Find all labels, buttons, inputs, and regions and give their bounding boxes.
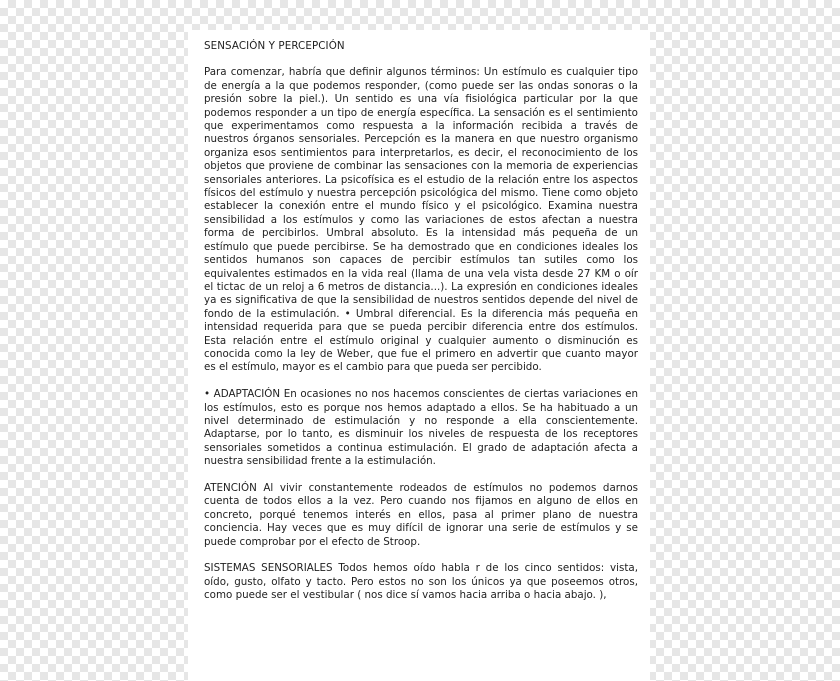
paragraph-sistemas-sensoriales: SISTEMAS SENSORIALES Todos hemos oído habla r de los cinco sentidos: vista, oído, gusto, olfato y tacto. Pero estos no son los únicos ya que poseemos otros, como puede ser el vestibular ( nos dice sí vamos hacia arriba o hacia abajo. ), (204, 562, 638, 602)
paragraph-sensacion-percepcion: Para comenzar, habría que definir algunos términos: Un estímulo es cualquier tipo de energía a la que podemos responder, (como puede ser las ondas sonoras o la presión sobre la piel.). Un sentido es una vía fisiológica particular por la que podemos responder a un tipo de energía específica. La sensación es el sentimiento que experimentamos como respuesta a la información recibida a través de nuestros órganos sensoriales. Percepción es la manera en que nuestro organismo organiza esos sentimientos para interpretarlos, es decir, el reconocimiento de los objetos que proviene de combinar las sensaciones con la memoria de experiencias sensoriales anteriores. La psicofísica es el estudio de la relación entre los aspectos físicos del estímulo y nuestra percepción psicológica del mismo. Tiene como objeto establecer la conexión entre el mundo físico y el psicológico. Examina nuestra sensibilidad a los estímulos y como las variaciones de estos afectan a nuestra forma de percibirlos. Umbral absoluto. Es la intensidad más pequeña de un estímulo que puede percibirse. Se ha demostrado que en condiciones ideales los sentidos humanos son capaces de percibir estímulos tan sutiles como los equivalentes estimados en la vida real (llama de una vela vista desde 27 KM o oír el tictac de un reloj a 6 metros de distancia...). La expresión en condiciones ideales ya es significativa de que la sensibilidad de nuestros sentidos depende del nivel de fondo de la estimulación. • Umbral diferencial. Es la diferencia más pequeña en intensidad requerida para que se pueda percibir diferencia entre dos estímulos. Esta relación entre el estímulo original y cualquier aumento o disminución es conocida como la ley de Weber, que fue el primero en advertir que cuanto mayor es el estímulo, mayor es el cambio para que pueda ser percibido. (204, 66, 638, 374)
paragraph-atencion: ATENCIÓN Al vivir constantemente rodeados de estímulos no podemos darnos cuenta de todos ellos a la vez. Pero cuando nos fijamos en alguno de ellos en concreto, porqué tenemos interés en ellos, pasa al primer plano de nuestra conciencia. Hay veces que es muy difícil de ignorar una serie de estímulos y se puede comprobar por el efecto de Stroop. (204, 481, 638, 548)
paragraph-adaptacion: • ADAPTACIÓN En ocasiones no nos hacemos conscientes de ciertas variaciones en los estímulos, esto es porque nos hemos adaptado a ellos. Se ha habituado a un nivel determinado de estimulación y no responde a ella conscientemente. Adaptarse, por lo tanto, es disminuir los niveles de respuesta de los receptores sensoriales sometidos a continua estimulación. El grado de adaptación afecta a nuestra sensibilidad frente a la estimulación. (204, 388, 638, 468)
document-title: SENSACIÓN Y PERCEPCIÓN (204, 40, 345, 52)
document-page (188, 30, 650, 681)
